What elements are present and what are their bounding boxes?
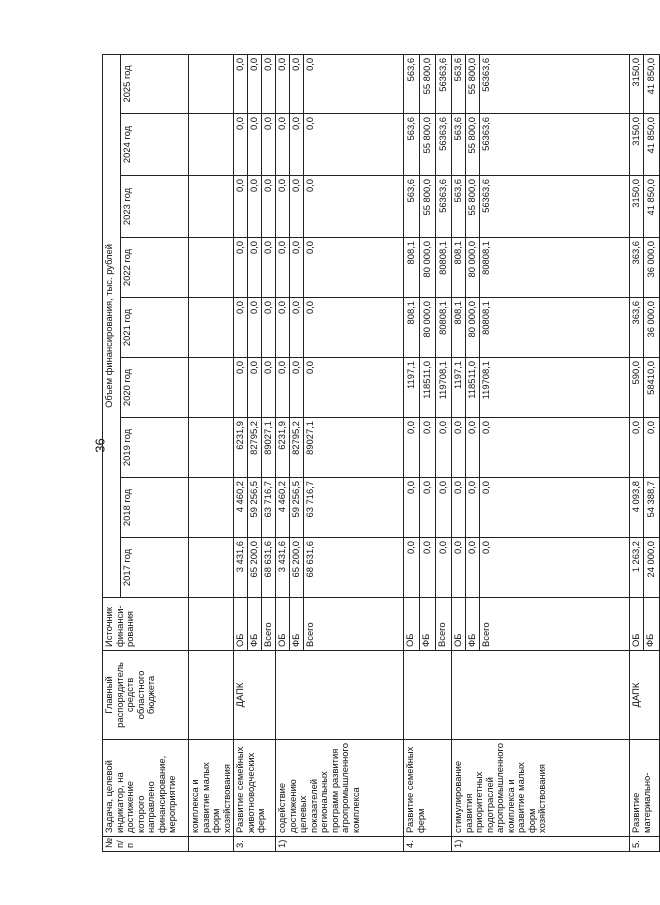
value-cell: 0,0 [234, 358, 248, 418]
row-number: 1) [452, 837, 630, 852]
value-cell: 0,0 [234, 238, 248, 298]
row-source: Всего [304, 598, 404, 651]
value-cell: 0,0 [290, 114, 304, 176]
value-cell: 0,0 [452, 538, 466, 598]
value-cell: 0,0 [420, 538, 436, 598]
value-cell: 58410,0 [644, 358, 660, 418]
row-number: 1) [276, 837, 404, 852]
value-cell: 0,0 [248, 176, 262, 238]
value-cell: 1197,1 [452, 358, 466, 418]
value-cell: 55 800,0 [420, 54, 436, 113]
row-source: ФБ [248, 598, 262, 651]
value-cell: 56363,6 [480, 176, 630, 238]
value-cell: 0,0 [404, 538, 420, 598]
value-cell: 808,1 [452, 298, 466, 358]
value-cell: 82795,2 [290, 418, 304, 478]
table-row [404, 54, 420, 851]
value-cell: 119708,1 [436, 358, 452, 418]
table-row [452, 54, 466, 851]
header-year: 2020 год [121, 358, 189, 418]
value-cell: 80 000,0 [466, 298, 480, 358]
row-title: Развитие семейных ферм [404, 740, 452, 837]
value-cell: 0,0 [304, 176, 404, 238]
value-cell: 1 263,2 [630, 538, 644, 598]
header-source: Источник финанси-рования [103, 598, 189, 651]
value-cell: 55 800,0 [466, 176, 480, 238]
value-cell: 80 000,0 [466, 238, 480, 298]
row-manager [404, 651, 452, 740]
value-cell: 0,0 [480, 538, 630, 598]
value-cell: 0,0 [234, 114, 248, 176]
value-cell: 80 000,0 [420, 238, 436, 298]
value-cell: 0,0 [248, 114, 262, 176]
value-cell: 0,0 [630, 418, 644, 478]
value-cell: 0,0 [276, 176, 290, 238]
row-source: ОБ [630, 598, 644, 651]
value-cell: 68 631,6 [262, 538, 276, 598]
row-number: 5. [630, 837, 660, 852]
value-cell: 0,0 [466, 418, 480, 478]
value-cell: 55 800,0 [420, 176, 436, 238]
value-cell: 0,0 [290, 298, 304, 358]
value-cell: 36 000,0 [644, 238, 660, 298]
row-source: ОБ [234, 598, 248, 651]
value-cell: 0,0 [276, 298, 290, 358]
value-cell: 118511,0 [466, 358, 480, 418]
value-cell: 55 800,0 [466, 54, 480, 113]
value-cell: 65 200,0 [290, 538, 304, 598]
value-cell: 0,0 [404, 418, 420, 478]
value-cell: 0,0 [276, 54, 290, 113]
row-manager: ДАПК [630, 651, 660, 740]
row-source: Всего [262, 598, 276, 651]
value-cell: 80808,1 [436, 238, 452, 298]
header-row [103, 54, 121, 851]
value-cell: 0,0 [304, 238, 404, 298]
row-source: ФБ [420, 598, 436, 651]
value-cell: 563,6 [404, 54, 420, 113]
financing-table [102, 54, 660, 852]
value-cell: 0,0 [234, 54, 248, 113]
value-cell: 6231,9 [276, 418, 290, 478]
row-source: ФБ [466, 598, 480, 651]
value-cell: 56363,6 [480, 114, 630, 176]
value-cell: 0,0 [234, 298, 248, 358]
value-cell: 0,0 [248, 298, 262, 358]
value-cell: 80808,1 [480, 238, 630, 298]
value-cell: 0,0 [452, 478, 466, 538]
value-cell: 89027,1 [262, 418, 276, 478]
value-cell: 36 000,0 [644, 298, 660, 358]
value-cell: 63 716,7 [304, 478, 404, 538]
value-cell: 59 256,5 [290, 478, 304, 538]
header-volume: Объем финансирования, тыс. рублей [103, 54, 121, 597]
value-cell: 24 000,0 [644, 538, 660, 598]
value-cell: 4 460,2 [234, 478, 248, 538]
row-source: Всего [480, 598, 630, 651]
value-cell: 41 850,0 [644, 114, 660, 176]
row-title: Развитие материально- [630, 740, 660, 837]
value-cell: 118511,0 [420, 358, 436, 418]
value-cell: 0,0 [276, 238, 290, 298]
row-title: Развитие семейных животноводческих ферм [234, 740, 276, 837]
value-cell: 0,0 [404, 478, 420, 538]
value-cell: 3 431,6 [276, 538, 290, 598]
value-cell: 808,1 [404, 298, 420, 358]
value-cell: 563,6 [452, 176, 466, 238]
value-cell: 563,6 [452, 54, 466, 113]
row-source: Всего [436, 598, 452, 651]
value-cell: 4 093,8 [630, 478, 644, 538]
value-cell: 0,0 [304, 54, 404, 113]
value-cell: 0,0 [276, 358, 290, 418]
row-source: ОБ [452, 598, 466, 651]
row-source: ФБ [644, 598, 660, 651]
value-cell: 0,0 [290, 176, 304, 238]
header-year: 2022 год [121, 238, 189, 298]
value-cell: 1197,1 [404, 358, 420, 418]
value-cell: 363,6 [630, 298, 644, 358]
value-cell: 41 850,0 [644, 54, 660, 113]
continuation-row [189, 54, 234, 851]
value-cell: 89027,1 [304, 418, 404, 478]
value-cell: 56363,6 [436, 54, 452, 113]
value-cell: 80808,1 [436, 298, 452, 358]
header-year: 2025 год [121, 54, 189, 113]
value-cell: 41 850,0 [644, 176, 660, 238]
value-cell: 80 000,0 [420, 298, 436, 358]
header-year: 2018 год [121, 478, 189, 538]
value-cell: 363,6 [630, 238, 644, 298]
value-cell: 82795,2 [248, 418, 262, 478]
header-year: 2019 год [121, 418, 189, 478]
value-cell: 590,0 [630, 358, 644, 418]
value-cell: 0,0 [304, 114, 404, 176]
value-cell: 0,0 [262, 298, 276, 358]
value-cell: 6231,9 [234, 418, 248, 478]
value-cell: 0,0 [420, 478, 436, 538]
value-cell: 563,6 [452, 114, 466, 176]
table-row [630, 54, 644, 851]
value-cell: 68 631,6 [304, 538, 404, 598]
value-cell: 0,0 [480, 418, 630, 478]
row-manager: ДАПК [234, 651, 276, 740]
row-number: 4. [404, 837, 452, 852]
value-cell: 0,0 [248, 54, 262, 113]
value-cell: 0,0 [304, 358, 404, 418]
page-number: 36 [92, 438, 108, 453]
value-cell: 0,0 [234, 176, 248, 238]
value-cell: 0,0 [262, 114, 276, 176]
header-year: 2021 год [121, 298, 189, 358]
value-cell: 0,0 [466, 538, 480, 598]
value-cell: 563,6 [404, 176, 420, 238]
value-cell: 0,0 [466, 478, 480, 538]
row-manager [452, 651, 630, 740]
value-cell: 0,0 [262, 238, 276, 298]
value-cell: 65 200,0 [248, 538, 262, 598]
continuation-text: комплекса и развитие малых форм хозяйствования [189, 740, 234, 837]
value-cell: 0,0 [248, 358, 262, 418]
value-cell: 56363,6 [436, 114, 452, 176]
table-row [276, 54, 290, 851]
value-cell: 563,6 [404, 114, 420, 176]
value-cell: 0,0 [248, 238, 262, 298]
row-number: 3. [234, 837, 276, 852]
value-cell: 0,0 [290, 238, 304, 298]
value-cell: 808,1 [452, 238, 466, 298]
value-cell: 3150,0 [630, 54, 644, 113]
row-title: содействие достижению целевых показателей региональных программ развития агропромышленного комплекса [276, 740, 404, 837]
value-cell: 119708,1 [480, 358, 630, 418]
value-cell: 4 460,2 [276, 478, 290, 538]
rotated-table-wrapper [102, 55, 657, 852]
header-year: 2024 год [121, 114, 189, 176]
header-task: Задача, целевой индикатор, на достижение которого направлено финансирование, мероприятие [103, 740, 189, 837]
value-cell: 80808,1 [480, 298, 630, 358]
header-year: 2023 год [121, 176, 189, 238]
value-cell: 54 388,7 [644, 478, 660, 538]
value-cell: 3 431,6 [234, 538, 248, 598]
row-title: стимулирование развития приоритетных подотраслей агропромышленного комплекса и развитие малых форм хозяйствования [452, 740, 630, 837]
row-source: ОБ [404, 598, 420, 651]
row-source: ФБ [290, 598, 304, 651]
value-cell: 0,0 [436, 478, 452, 538]
value-cell: 0,0 [290, 54, 304, 113]
header-num: № п/п [103, 837, 189, 852]
value-cell: 0,0 [262, 54, 276, 113]
value-cell: 55 800,0 [420, 114, 436, 176]
row-source: ОБ [276, 598, 290, 651]
value-cell: 808,1 [404, 238, 420, 298]
value-cell: 63 716,7 [262, 478, 276, 538]
value-cell: 0,0 [290, 358, 304, 418]
value-cell: 3150,0 [630, 176, 644, 238]
value-cell: 0,0 [436, 418, 452, 478]
value-cell: 0,0 [304, 298, 404, 358]
value-cell: 0,0 [262, 358, 276, 418]
value-cell: 0,0 [276, 114, 290, 176]
value-cell: 3150,0 [630, 114, 644, 176]
value-cell: 0,0 [436, 538, 452, 598]
value-cell: 56363,6 [480, 54, 630, 113]
header-manager: Главный распорядитель средств областного бюджета [103, 651, 189, 740]
table-row [234, 54, 248, 851]
value-cell: 0,0 [480, 478, 630, 538]
header-year: 2017 год [121, 538, 189, 598]
value-cell: 56363,6 [436, 176, 452, 238]
value-cell: 0,0 [420, 418, 436, 478]
value-cell: 0,0 [262, 176, 276, 238]
value-cell: 55 800,0 [466, 114, 480, 176]
row-manager [276, 651, 404, 740]
value-cell: 59 256,5 [248, 478, 262, 538]
value-cell: 0,0 [644, 418, 660, 478]
value-cell: 0,0 [452, 418, 466, 478]
